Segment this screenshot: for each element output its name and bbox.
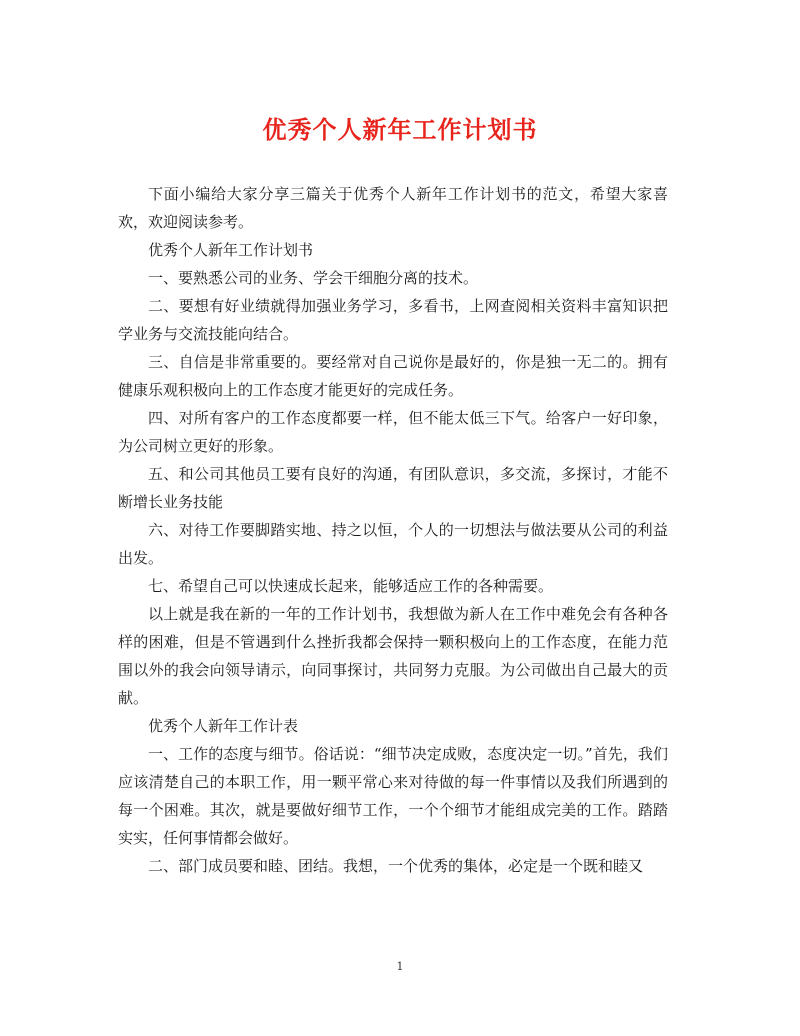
paragraph: 以上就是我在新的一年的工作计划书，我想做为新人在工作中难免会有各种各样的困难，但是不管遇到什么挫折我都会保持一颗积极向上的工作态度，在能力范围以外的我会向领导请示，向同事探讨，共同努力克服。为公司做出自己最大的贡献。 <box>118 605 668 707</box>
paragraph: 二、要想有好业绩就得加强业务学习，多看书，上网查阅相关资料丰富知识把学业务与交流技能向结合。 <box>118 297 668 343</box>
intro-paragraph: 下面小编给大家分享三篇关于优秀个人新年工作计划书的范文，希望大家喜欢，欢迎阅读参考。 <box>118 185 668 231</box>
paragraph: 三、自信是非常重要的。要经常对自己说你是最好的，你是独一无二的。拥有健康乐观积极向上的工作态度才能更好的完成任务。 <box>118 353 668 399</box>
paragraph: 六、对待工作要脚踏实地、持之以恒，个人的一切想法与做法要从公司的利益出发。 <box>118 521 668 567</box>
paragraph: 七、希望自己可以快速成长起来，能够适应工作的各种需要。 <box>148 577 554 595</box>
document-body <box>118 180 668 880</box>
paragraph: 五、和公司其他员工要有良好的沟通，有团队意识，多交流，多探讨，才能不断增长业务技能 <box>118 465 668 511</box>
section-heading: 优秀个人新年工作计划书 <box>148 241 314 259</box>
paragraph: 二、部门成员要和睦、团结。我想，一个优秀的集体，必定是一个既和睦又 <box>148 857 644 875</box>
document-title: 优秀个人新年工作计划书 <box>262 115 538 144</box>
paragraph: 四、对所有客户的工作态度都要一样，但不能太低三下气。给客户一好印象，为公司树立更好的形象。 <box>118 409 668 455</box>
paragraph: 一、工作的态度与细节。俗话说：“细节决定成败，态度决定一切。”首先，我们应该清楚自己的本职工作，用一颗平常心来对待做的每一件事情以及我们所遇到的每一个困难。其次，就是要做好细节工作，一个个细节才能组成完美的工作。踏踏实实，任何事情都会做好。 <box>118 745 668 847</box>
page-number: 1 <box>396 960 404 973</box>
section-heading: 优秀个人新年工作计表 <box>148 717 299 735</box>
paragraph: 一、要熟悉公司的业务、学会干细胞分离的技术。 <box>148 269 479 287</box>
